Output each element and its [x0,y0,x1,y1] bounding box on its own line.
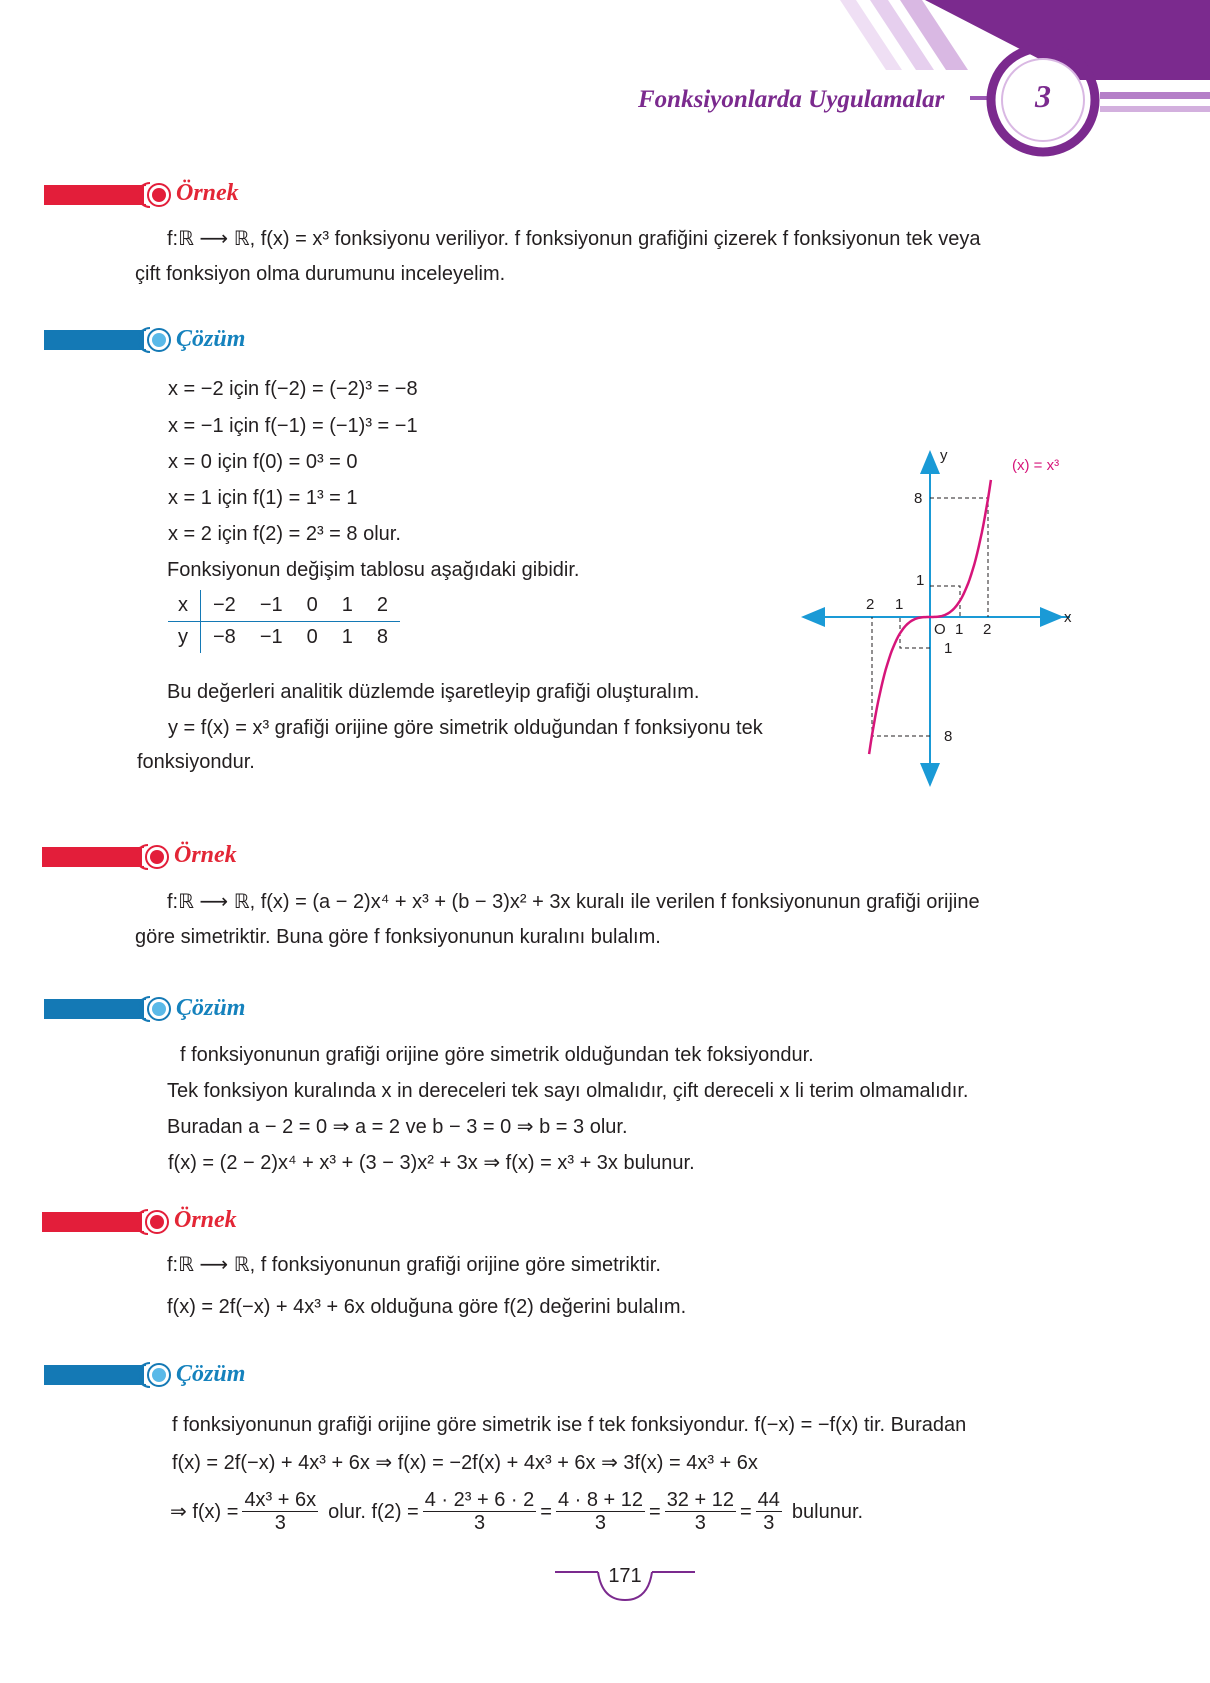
ex1-after-line2: y = f(x) = x³ grafiği orijine göre simetrik olduğundan f fonksiyonu tek [168,717,763,739]
axis-y-label: y [940,447,948,464]
ornek-bar [42,847,142,867]
ornek-circle-icon [138,180,172,210]
ex1-after-line1: Bu değerleri analitik düzlemde işaretleyip grafiği oluşturalım. [167,681,700,703]
y-tick-label: 8 [944,728,953,745]
cozum-circle-icon [138,325,172,355]
sol-row: x = 1 için f(1) = 1³ = 1 [168,487,358,509]
fraction-num: 4 · 2³ + 6 · 2 [424,1489,535,1511]
ex1-prompt-line2: çift fonksiyon olma durumunu inceleyelim. [135,263,506,285]
cozum-bar [44,999,144,1019]
ornek-bar [44,185,144,205]
y-tick-label: 1 [944,640,953,657]
fraction-num: 32 + 12 [666,1489,734,1511]
ornek-circle-icon [136,1207,170,1237]
ornek-label: Örnek [176,180,239,206]
ex2-sol-line3: Buradan a − 2 = 0 ⇒ a = 2 ve b − 3 = 0 ⇒ b = 3 olur. [167,1116,628,1138]
value-table [168,590,400,653]
table-cell: 1 [341,594,353,616]
fraction [242,1489,318,1534]
table-cell: −2 [213,594,236,616]
x-tick-label: 2 [866,596,875,613]
fraction [665,1489,736,1534]
table-cell: 0 [306,626,318,648]
ex1-prompt-line1: f:ℝ ⟶ ℝ, f(x) = x³ fonksiyonu veriliyor. f fonksiyonun grafiğini çizerek f fonksiyonun tek veya [167,228,981,250]
sol-row: x = −1 için f(−1) = (−1)³ = −1 [168,415,418,437]
equals: = [739,1500,752,1523]
fraction-den: 3 [473,1512,486,1534]
x-tick-label: 1 [895,596,904,613]
table-row [168,622,400,654]
fraction-den: 3 [763,1512,775,1534]
fraction-den: 3 [274,1512,286,1534]
cozum-bar [44,330,144,350]
fraction [556,1489,645,1534]
x-tick-label: 2 [983,621,992,638]
table-cell: 8 [376,626,388,648]
cubic-graph [800,440,1200,800]
ex3-sol-line2: f(x) = 2f(−x) + 4x³ + 6x ⇒ f(x) = −2f(x) + 4x³ + 6x ⇒ 3f(x) = 4x³ + 6x [172,1452,758,1474]
equals: = [649,1500,661,1523]
ex3-prompt-line1: f:ℝ ⟶ ℝ, f fonksiyonunun grafiği orijine göre simetriktir. [167,1254,661,1276]
y-tick-label: 1 [916,572,925,589]
ex3-sol-line1: f fonksiyonunun grafiği orijine göre simetrik ise f tek fonksiyondur. f(−x) = −f(x) tir. Buradan [172,1414,967,1436]
ornek-label: Örnek [174,842,237,868]
ex2-sol-line2: Tek fonksiyon kuralında x in dereceleri tek sayı olmalıdır, çift dereceli x li terim olmamalıdır. [167,1080,969,1102]
fraction-den: 3 [694,1512,706,1534]
table-y-label: y [168,622,201,654]
cozum-bar [44,1365,144,1385]
table-cell: −1 [259,626,283,648]
ex2-sol-line1: f fonksiyonunun grafiği orijine göre simetrik olduğundan tek foksiyondur. [180,1044,814,1066]
cozum-label: Çözüm [176,326,246,352]
ex2-sol-line4: f(x) = (2 − 2)x⁴ + x³ + (3 − 3)x² + 3x ⇒ f(x) = x³ + 3x bulunur. [168,1152,695,1174]
chapter-title: Fonksiyonlarda Uygulamalar [638,86,945,113]
fraction [423,1489,537,1534]
table-cell: −1 [259,594,283,616]
cozum-circle-icon [138,994,172,1024]
ex1-after-line3: fonksiyondur. [137,751,255,773]
sol-row: x = 0 için f(0) = 0³ = 0 [168,451,358,473]
table-cell: 1 [341,626,353,648]
table-row [168,590,400,622]
ex3-suffix: bulunur. [791,1500,864,1523]
table-cell: 2 [376,594,388,616]
sol-row: x = 2 için f(2) = 2³ = 8 olur. [168,523,401,545]
ornek-circle-icon [136,842,170,872]
cozum-label: Çözüm [176,995,246,1021]
table-cell: 0 [306,594,318,616]
x-tick-label: 1 [955,621,964,638]
ornek-bar [42,1212,142,1232]
cozum-label: Çözüm [176,1361,246,1387]
fraction-num: 4x³ + 6x [244,1489,317,1511]
page-number: 171 [608,1565,642,1587]
ex2-prompt-line1: f:ℝ ⟶ ℝ, f(x) = (a − 2)x⁴ + x³ + (b − 3)x² + 3x kuralı ile verilen f fonksiyonunun grafiği orijine [167,891,980,913]
sol-row: x = −2 için f(−2) = (−2)³ = −8 [168,378,418,400]
chapter-number: 3 [1035,78,1051,114]
table-cell: −8 [213,626,236,648]
ex3-prefix: ⇒ f(x) = [170,1500,239,1523]
cozum-circle-icon [138,1360,172,1390]
ex3-sol-line3 [170,1489,863,1534]
ex2-prompt-line2: göre simetriktir. Buna göre f fonksiyonunun kuralını bulalım. [135,926,661,948]
fraction-num: 4 · 8 + 12 [557,1489,643,1511]
ex3-mid: olur. f(2) = [328,1500,419,1523]
fraction [756,1489,782,1534]
y-tick-label: 8 [914,490,923,507]
origin-label: O [934,621,946,638]
equals: = [540,1500,552,1523]
ex3-prompt-line2: f(x) = 2f(−x) + 4x³ + 6x olduğuna göre f(2) değerini bulalım. [167,1296,687,1318]
func-label: (x) = x³ [1012,457,1060,474]
fraction-den: 3 [594,1512,607,1534]
table-x-label: x [168,590,201,622]
ornek-label: Örnek [174,1207,237,1233]
table-intro: Fonksiyonun değişim tablosu aşağıdaki gibidir. [167,559,580,581]
axis-x-label: x [1064,609,1072,626]
fraction-num: 44 [757,1489,780,1511]
